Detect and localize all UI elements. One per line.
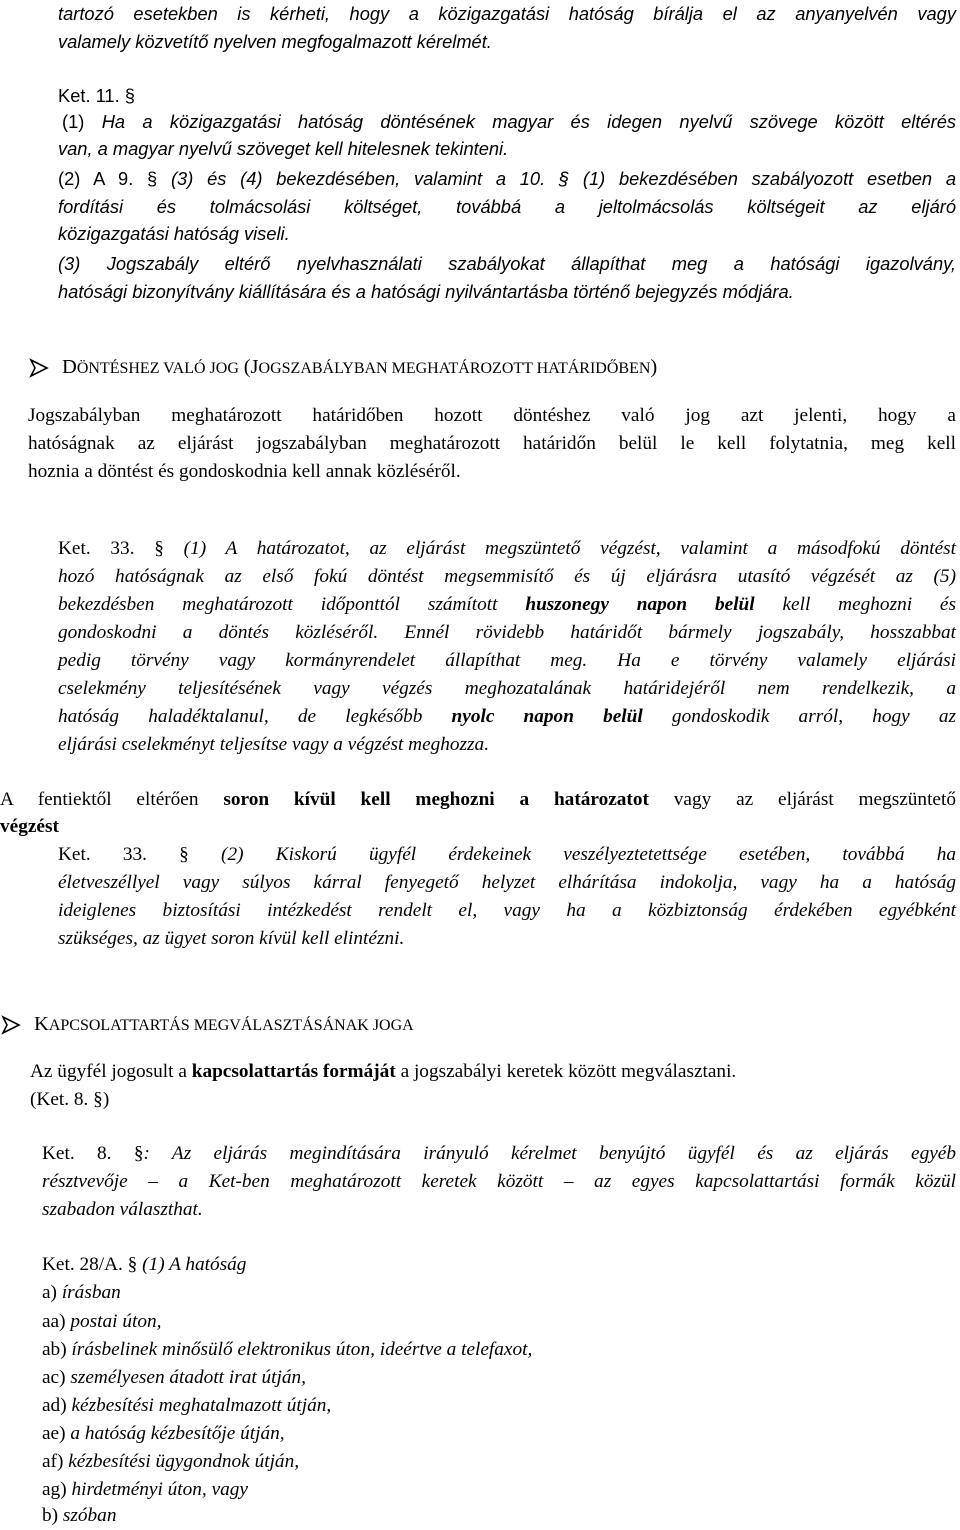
text-line-t6: (2) A 9. § (3) és (4) bekezdésében, valamint a 10. § (1) bekezdésében szabályozott esetben a bbox=[58, 168, 956, 189]
heading-decision-right bbox=[28, 353, 657, 383]
text-line-b3: Ket. 8. §: Az eljárás megindítására irányuló kérelmet benyújtó ügyfél és az eljárás egyéb bbox=[42, 1143, 956, 1164]
text-line-t3: Ket. 11. § bbox=[58, 85, 135, 106]
text-line-b10: ac) személyesen átadott irat útján, bbox=[42, 1367, 306, 1388]
text-line-t7: fordítási és tolmácsolási költséget, továbbá a jeltolmácsolás költségeit az eljáró bbox=[58, 196, 956, 217]
arrowhead-bullet-icon bbox=[0, 1014, 22, 1036]
text-line-b15: b) szóban bbox=[42, 1505, 117, 1526]
text-line-m8: pedig törvény vagy kormányrendelet állapíthat meg. Ha e törvény valamely eljárási bbox=[58, 650, 956, 671]
text-line-m14: Ket. 33. § (2) Kiskorú ügyfél érdekeinek veszélyeztetettsége esetében, továbbá ha bbox=[58, 844, 956, 865]
text-line-b6: Ket. 28/A. § (1) A hatóság bbox=[42, 1254, 247, 1275]
text-line-b14: ag) hirdetményi úton, vagy bbox=[42, 1479, 248, 1500]
text-line-t2: valamely közvetítő nyelven megfogalmazott kérelmét. bbox=[58, 31, 492, 52]
text-line-m9: cselekmény teljesítésének vagy végzés meghozatalának határidejéről nem rendelkezik, a bbox=[58, 678, 956, 699]
heading-contact-choice-text: KAPCSOLATTARTÁS MEGVÁLASZTÁSÁNAK JOGA bbox=[34, 1013, 414, 1035]
text-line-m10: hatóság haladéktalanul, de legkésőbb nyolc napon belül gondoskodik arról, hogy az bbox=[58, 706, 956, 727]
text-line-b5: szabadon választhat. bbox=[42, 1199, 203, 1220]
text-line-t1: tartozó esetekben is kérheti, hogy a közigazgatási hatóság bírálja el az anyanyelvén vagy bbox=[58, 3, 956, 24]
text-line-m12: A fentiektől eltérően soron kívül kell meghozni a határozatot vagy az eljárást megszüntető bbox=[0, 789, 956, 810]
text-line-m17: szükséges, az ügyet soron kívül kell elintézni. bbox=[58, 928, 405, 949]
text-line-t8: közigazgatási hatóság viseli. bbox=[58, 223, 290, 244]
text-line-m7: gondoskodni a döntés közléséről. Ennél rövidebb határidőt bármely jogszabály, hosszabbat bbox=[58, 622, 956, 643]
heading-decision-right-text: DÖNTÉSHEZ VALÓ JOG (JOGSZABÁLYBAN MEGHATÁROZOTT HATÁRIDŐBEN) bbox=[62, 356, 658, 378]
text-line-b13: af) kézbesítési ügygondnok útján, bbox=[42, 1451, 300, 1472]
text-line-m11: eljárási cselekményt teljesítse vagy a végzést meghozza. bbox=[58, 734, 490, 755]
text-line-b1: Az ügyfél jogosult a kapcsolattartás formáját a jogszabályi keretek között megválasztani. bbox=[30, 1061, 737, 1082]
text-line-b2: (Ket. 8. §) bbox=[30, 1089, 110, 1110]
arrowhead-bullet-icon bbox=[28, 357, 50, 379]
text-line-m6: bekezdésben meghatározott időponttól számított huszonegy napon belül kell meghozni és bbox=[58, 594, 956, 615]
text-line-m4: Ket. 33. § (1) A határozatot, az eljárást megszüntető végzést, valamint a másodfokú döntést bbox=[58, 538, 956, 559]
text-line-t9: (3) Jogszabály eltérő nyelvhasználati szabályokat állapíthat meg a hatósági igazolvány, bbox=[58, 253, 956, 274]
text-line-b8: aa) postai úton, bbox=[42, 1311, 162, 1332]
text-line-m3: hoznia a döntést és gondoskodnia kell annak közléséről. bbox=[28, 461, 461, 482]
text-line-b9: ab) írásbelinek minősülő elektronikus úton, ideértve a telefaxot, bbox=[42, 1339, 533, 1360]
text-line-m5: hozó hatóságnak az első fokú döntést megsemmisítő és új eljárásra utasító végzését az (5) bbox=[58, 566, 956, 587]
text-line-b7: a) írásban bbox=[42, 1282, 121, 1303]
text-line-m16: ideiglenes biztosítási intézkedést rendelt el, vagy ha a közbiztonság érdekében egyébként bbox=[58, 900, 956, 921]
heading-contact-choice bbox=[0, 1010, 414, 1040]
text-line-t4: (1) Ha a közigazgatási hatóság döntésének magyar és idegen nyelvű szövege között eltérés bbox=[62, 111, 956, 132]
text-line-b4: résztvevője – a Ket-ben meghatározott keretek között – az egyes kapcsolattartási formák közül bbox=[42, 1171, 956, 1192]
text-line-b12: ae) a hatóság kézbesítője útján, bbox=[42, 1423, 285, 1444]
text-line-t5: van, a magyar nyelvű szöveget kell hitelesnek tekinteni. bbox=[58, 138, 509, 159]
text-line-m15: életveszéllyel vagy súlyos kárral fenyegető helyzet elhárítása indokolja, vagy ha a hatóság bbox=[58, 872, 956, 893]
text-line-m13: végzést bbox=[0, 816, 59, 837]
text-line-m1: Jogszabályban meghatározott határidőben hozott döntéshez való jog azt jelenti, hogy a bbox=[28, 405, 956, 426]
text-line-b11: ad) kézbesítési meghatalmazott útján, bbox=[42, 1395, 332, 1416]
text-line-m2: hatóságnak az eljárást jogszabályban meghatározott határidőn belül le kell folytatnia, meg kell bbox=[28, 433, 956, 454]
text-line-t10: hatósági bizonyítvány kiállítására és a hatósági nyilvántartásba történő bejegyzés módjára. bbox=[58, 281, 794, 302]
